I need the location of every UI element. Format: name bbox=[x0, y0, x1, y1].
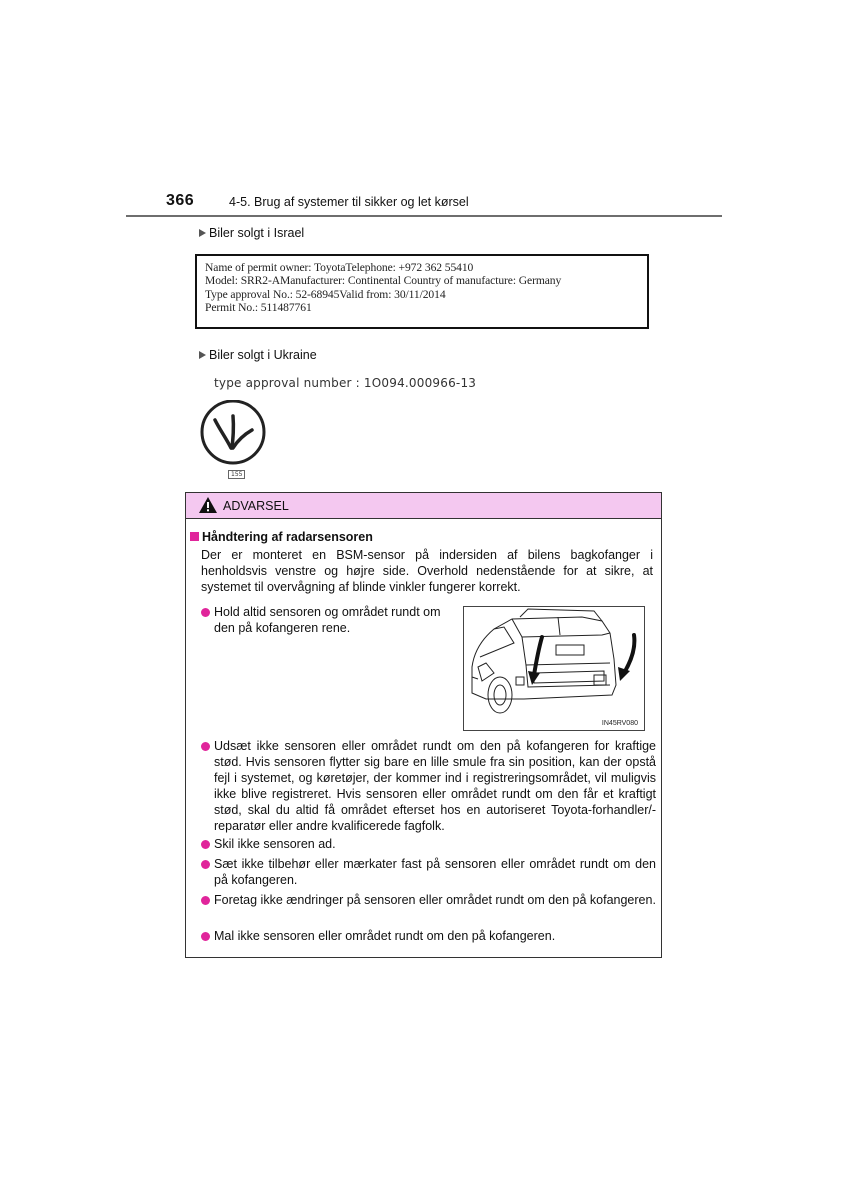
magenta-dot-icon bbox=[201, 840, 210, 849]
magenta-square-icon bbox=[190, 532, 199, 541]
section-title: 4-5. Brug af systemer til sikker og let kørsel bbox=[229, 195, 469, 209]
bullet-text: Hold altid sensoren og området rundt om den på kofangeren rene. bbox=[214, 605, 441, 635]
warning-bullet bbox=[201, 892, 656, 908]
bullet-text: Udsæt ikke sensoren eller området rundt om den på kofangeren for kraftige stød. Hvis sensoren flytter sig bare en lille smule fra sin position, kan der opstå fejl i systemet, og køretøjer, der kommer ind i registreringsområdet, vil muligvis ikke blive registreret. Hvis sensoren eller området rundt om den får et kraftigt stød, skal du altid få området efterset hos en autoriseret Toyota-forhandler/-reparatør eller andre kvalificerede fagfolk. bbox=[214, 739, 656, 833]
ukraine-approval-number: type approval number : 1O094.000966-13 bbox=[214, 376, 477, 390]
warning-title: ADVARSEL bbox=[223, 499, 289, 513]
page-number: 366 bbox=[166, 192, 195, 209]
bullet-text: Skil ikke sensoren ad. bbox=[214, 837, 336, 851]
magenta-dot-icon bbox=[201, 608, 210, 617]
israel-section-label bbox=[199, 226, 304, 240]
israel-label-text: Biler solgt i Israel bbox=[209, 226, 305, 240]
warning-subheading bbox=[190, 530, 373, 544]
warning-bullet bbox=[201, 856, 656, 888]
triangle-right-icon bbox=[199, 351, 206, 359]
permit-line: Permit No.: 511487761 bbox=[205, 300, 312, 314]
magenta-dot-icon bbox=[201, 742, 210, 751]
ukraine-section-label bbox=[199, 348, 317, 362]
magenta-dot-icon bbox=[201, 932, 210, 941]
magenta-dot-icon bbox=[201, 860, 210, 869]
warning-bullet bbox=[201, 604, 453, 636]
warning-bullet bbox=[201, 836, 656, 852]
bullet-text: Sæt ikke tilbehør eller mærkater fast på sensoren eller området rundt om den på kofangeren. bbox=[214, 857, 656, 887]
warning-header bbox=[186, 493, 661, 519]
warning-bullet bbox=[201, 738, 656, 834]
magenta-dot-icon bbox=[201, 896, 210, 905]
warning-subheading-text: Håndtering af radarsensoren bbox=[202, 530, 373, 544]
ukraine-mark-code: 155 bbox=[228, 470, 245, 479]
permit-line: Model: SRR2-AManufacturer: Continental Country of manufacture: Germany bbox=[205, 274, 562, 288]
warning-bullet bbox=[201, 928, 656, 944]
figure-code: IN45RV080 bbox=[601, 720, 638, 727]
rear-bumper-sensor-illustration bbox=[463, 606, 645, 731]
permit-line: Name of permit owner: ToyotaTelephone: +972 362 55410 bbox=[205, 261, 474, 274]
permit-line: Type approval No.: 52-68945Valid from: 30/11/2014 bbox=[205, 287, 446, 301]
ukraine-label-text: Biler solgt i Ukraine bbox=[209, 348, 317, 362]
warning-triangle-icon bbox=[198, 496, 218, 519]
bullet-text: Foretag ikke ændringer på sensoren eller området rundt om den på kofangeren. bbox=[214, 893, 656, 907]
suv-rear-icon bbox=[464, 607, 644, 717]
bullet-text: Mal ikke sensoren eller området rundt om den på kofangeren. bbox=[214, 929, 556, 943]
ukraine-conformity-mark-icon bbox=[200, 400, 268, 471]
israel-permit-box bbox=[195, 254, 649, 329]
header-rule bbox=[126, 215, 722, 217]
triangle-right-icon bbox=[199, 229, 206, 237]
warning-intro: Der er monteret en BSM-sensor på indersiden af bilens bagkofanger i henholdsvis venstre og højre side. Overhold nedenstående for at sikre, at systemet til overvågning af blinde vinkler fungerer korrekt. bbox=[201, 548, 653, 594]
